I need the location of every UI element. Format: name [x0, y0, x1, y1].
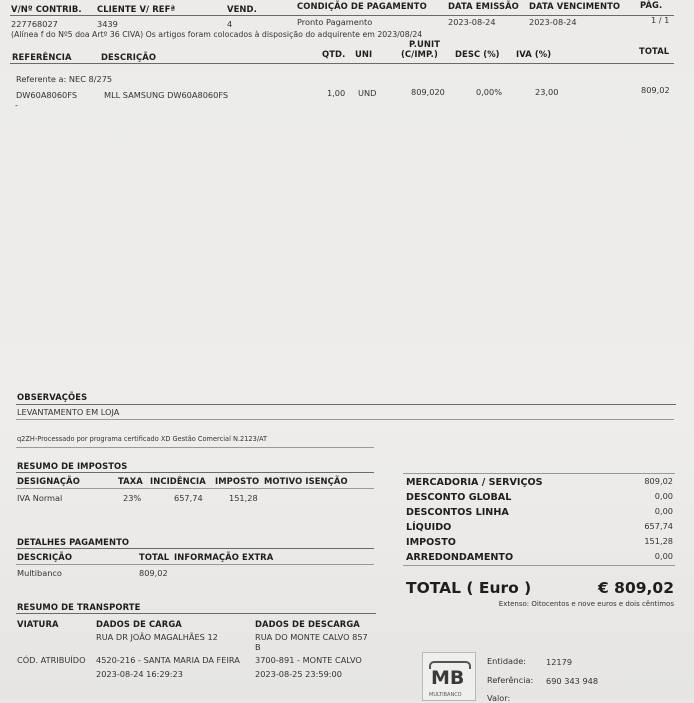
item-dash: -: [15, 100, 18, 110]
observacoes-bottom-divider: [16, 419, 674, 420]
pagamento-total: 809,02: [139, 568, 168, 578]
header-vencimento-label: DATA VENCIMENTO: [529, 1, 621, 11]
header-contrib-value: 227768027: [11, 19, 58, 29]
transporte-carga-data: 2023-08-24 16:29:23: [96, 669, 183, 679]
multibanco-valor-label: Valor:: [487, 693, 511, 703]
multibanco-entidade-value: 12179: [546, 657, 573, 667]
observacoes-title: OBSERVAÇÕES: [17, 392, 88, 402]
pagamento-col-total: TOTAL: [139, 552, 170, 562]
pagamento-header-divider: [16, 564, 374, 565]
pagamento-divider: [16, 548, 374, 549]
totals-label-liquido: LÍQUIDO: [406, 522, 452, 533]
header-vend-label: VEND.: [227, 4, 257, 14]
multibanco-logo-text: MB: [431, 667, 465, 689]
certificado-text: q2ZH-Processado por programa certificado XD Gestão Comercial N.2123/AT: [17, 435, 268, 443]
item-qtd: 1,00: [327, 88, 346, 98]
transporte-cod-label: CÓD. ATRIBUÍDO: [17, 655, 86, 665]
col-uni: UNI: [355, 49, 373, 59]
totals-value-liquido: 657,74: [644, 521, 673, 531]
multibanco-logo-subtext: MULTIBANCO: [429, 692, 462, 698]
certificado-divider: [16, 447, 374, 448]
multibanco-referencia-label: Referência:: [487, 675, 534, 685]
transporte-title: RESUMO DE TRANSPORTE: [17, 602, 141, 612]
pagamento-descricao: Multibanco: [17, 568, 62, 578]
impostos-imposto: 151,28: [229, 493, 258, 503]
totals-value-desconto-global: 0,00: [654, 491, 673, 501]
transporte-carga-morada: RUA DR JOÃO MAGALHÃES 12: [96, 632, 218, 642]
reference-line: Referente a: NEC 8/275: [16, 74, 113, 84]
header-condicao-value: Pronto Pagamento: [297, 17, 373, 27]
totals-label-arredondamento: ARREDONDAMENTO: [406, 552, 514, 563]
col-referencia: REFERÊNCIA: [12, 52, 72, 62]
items-header-divider: [10, 63, 674, 64]
multibanco-entidade-label: Entidade:: [487, 656, 527, 666]
col-qtd: QTD.: [322, 49, 346, 59]
col-punit-bottom: (C/IMP.): [401, 49, 438, 59]
item-descricao: MLL SAMSUNG DW60A8060FS: [104, 90, 229, 100]
header-vend-value: 4: [227, 19, 233, 29]
impostos-incidencia: 657,74: [174, 493, 203, 503]
col-desc: DESC (%): [455, 49, 500, 59]
col-descricao: DESCRIÇÃO: [101, 52, 157, 62]
item-punit: 809,020: [411, 87, 445, 97]
totals-label-desconto-global: DESCONTO GLOBAL: [406, 492, 512, 503]
impostos-col-designacao: DESIGNAÇÃO: [17, 476, 80, 486]
header-vencimento-value: 2023-08-24: [529, 17, 577, 27]
transporte-descarga-morada-2: B: [255, 642, 261, 652]
impostos-col-incidencia: INCIDÊNCIA: [150, 476, 206, 486]
totals-top-divider: [403, 473, 675, 474]
total-label: TOTAL ( Euro ): [406, 579, 532, 597]
impostos-designacao: IVA Normal: [17, 493, 63, 503]
col-iva: IVA (%): [516, 49, 552, 59]
header-emissao-value: 2023-08-24: [448, 17, 496, 27]
impostos-taxa: 23%: [123, 493, 142, 503]
transporte-viatura-label: VIATURA: [17, 619, 59, 629]
totals-label-mercadoria: MERCADORIA / SERVIÇOS: [406, 477, 543, 488]
header-condicao-label: CONDIÇÃO DE PAGAMENTO: [297, 1, 427, 11]
item-referencia: DW60A8060FS: [16, 90, 78, 100]
total-value: € 809,02: [598, 579, 674, 597]
header-contrib-label: V/Nº CONTRIB.: [11, 4, 82, 14]
transporte-carga-local: 4520-216 - SANTA MARIA DA FEIRA: [96, 655, 240, 665]
impostos-title: RESUMO DE IMPOSTOS: [17, 461, 128, 471]
pagamento-col-descricao: DESCRIÇÃO: [17, 552, 73, 562]
transporte-descarga-local: 3700-891 - MONTE CALVO: [255, 655, 362, 665]
transporte-descarga-title: DADOS DE DESCARGA: [255, 619, 360, 629]
observacoes-divider: [16, 404, 676, 405]
totals-value-arredondamento: 0,00: [654, 551, 673, 561]
item-uni: UND: [358, 88, 377, 98]
totals-bottom-divider: [403, 565, 675, 566]
impostos-col-taxa: TAXA: [118, 476, 143, 486]
header-cliente-value: 3439: [97, 19, 118, 29]
transporte-descarga-morada: RUA DO MONTE CALVO 857: [255, 632, 368, 642]
impostos-col-motivo: MOTIVO ISENÇÃO: [264, 476, 348, 486]
transporte-divider: [16, 613, 376, 614]
observacoes-text: LEVANTAMENTO EM LOJA: [17, 407, 120, 417]
pagamento-title: DETALHES PAGAMENTO: [17, 537, 130, 547]
impostos-col-imposto: IMPOSTO: [215, 476, 260, 486]
transporte-carga-title: DADOS DE CARGA: [96, 619, 182, 629]
header-emissao-label: DATA EMISSÃO: [448, 1, 519, 11]
header-note: (Alínea f do Nº5 doa Artº 36 CIVA) Os artigos foram colocados à disposição do adquirente em 2023/08/24: [11, 30, 423, 39]
multibanco-referencia-value: 690 343 948: [546, 676, 599, 686]
item-total: 809,02: [641, 85, 670, 95]
impostos-header-divider: [16, 488, 374, 489]
item-desc: 0,00%: [476, 87, 503, 97]
totals-value-descontos-linha: 0,00: [654, 506, 673, 516]
impostos-divider: [16, 472, 374, 473]
totals-value-mercadoria: 809,02: [644, 476, 673, 486]
multibanco-logo: [422, 652, 476, 701]
header-divider: [10, 15, 674, 16]
transporte-descarga-data: 2023-08-25 23:59:00: [255, 669, 342, 679]
total-extenso: Extenso: Oitocentos e nove euros e dois cêntimos: [498, 600, 674, 608]
item-iva: 23,00: [535, 87, 559, 97]
totals-label-imposto: IMPOSTO: [406, 537, 456, 548]
header-pag-value: 1 / 1: [651, 15, 670, 25]
col-total: TOTAL: [639, 46, 670, 56]
header-cliente-label: CLIENTE V/ REFª: [97, 4, 176, 14]
col-punit-top: P.UNIT: [409, 39, 441, 49]
header-pag-label: PÁG.: [640, 0, 663, 10]
totals-value-imposto: 151,28: [644, 536, 673, 546]
pagamento-col-info: INFORMAÇÃO EXTRA: [174, 552, 274, 562]
totals-label-descontos-linha: DESCONTOS LINHA: [406, 507, 509, 518]
